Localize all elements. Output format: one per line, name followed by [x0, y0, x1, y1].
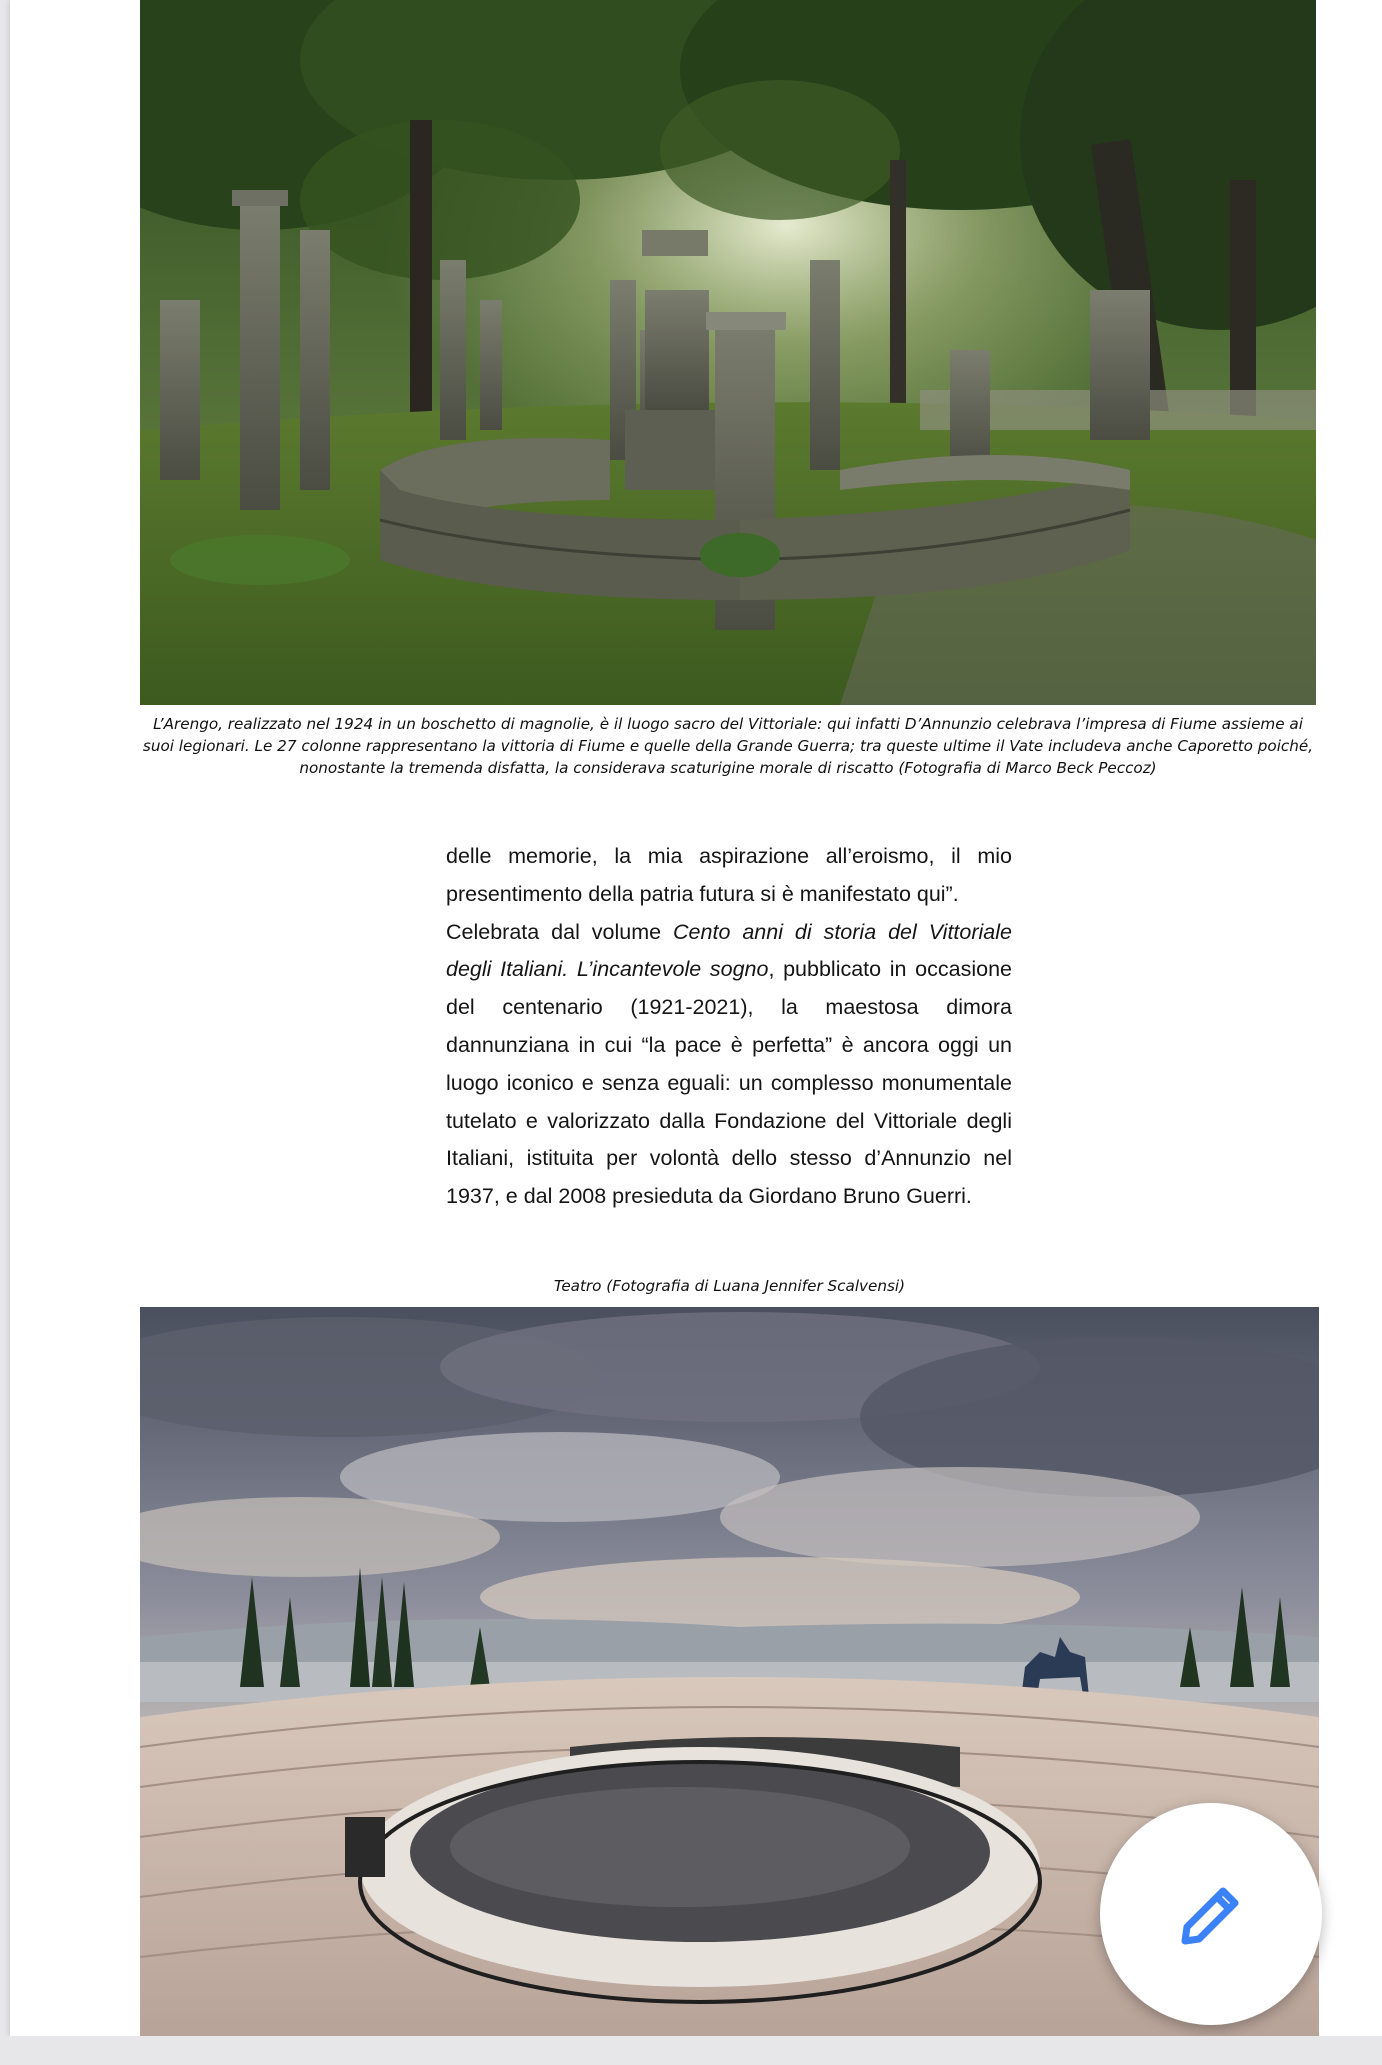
arengo-photo: [140, 0, 1316, 705]
paragraph-2-rest: , pubblicato in occasione del centenario (1921-2021), la maestosa dimora dannunziana in cui “la pace è perfetta” è ancora oggi un luogo iconico e senza eguali: un complesso monumentale tutelato e valorizzato dalla Fondazione del Vittoriale degli Italiani, istituita per volontà dello stesso d’Annunzio nel 1937, e dal 2008 presieduta da Giordano Bruno Guerri.: [446, 957, 1012, 1209]
book-title: Cento anni di storia del Vittoriale degli Italiani. L’incantevole sogno: [446, 919, 1012, 982]
paragraph-2-intro: Celebrata dal volume: [446, 919, 674, 944]
article-body: [446, 838, 1012, 1216]
teatro-caption: Teatro (Fotografia di Luana Jennifer Scalvensi): [553, 1277, 906, 1295]
arengo-caption: L’Arengo, realizzato nel 1924 in un boschetto di magnolie, è il luogo sacro del Vittoriale: qui infatti D’Annunzio celebrava l’impresa di Fiume assieme ai suoi legionari. Le 27 colonne rappresentano la vittoria di Fiume e quelle della Grande Guerra; tra queste ultime il Vate includeva anche Caporetto poiché, nonostante la tremenda disfatta, la considerava scaturigine morale di riscatto (Fotografia di Marco Beck Peccoz): [142, 715, 1314, 777]
edit-fab-button[interactable]: [1100, 1803, 1322, 2025]
viewer-background-strip: [0, 2036, 1382, 2065]
document-page: [10, 0, 1382, 2036]
paragraph-2: [446, 914, 1012, 1216]
pencil-icon: [1171, 1875, 1251, 1955]
paragraph-1: delle memorie, la mia aspirazione all’eroismo, il mio presentimento della patria futura si è manifestato qui”.: [446, 844, 1012, 906]
